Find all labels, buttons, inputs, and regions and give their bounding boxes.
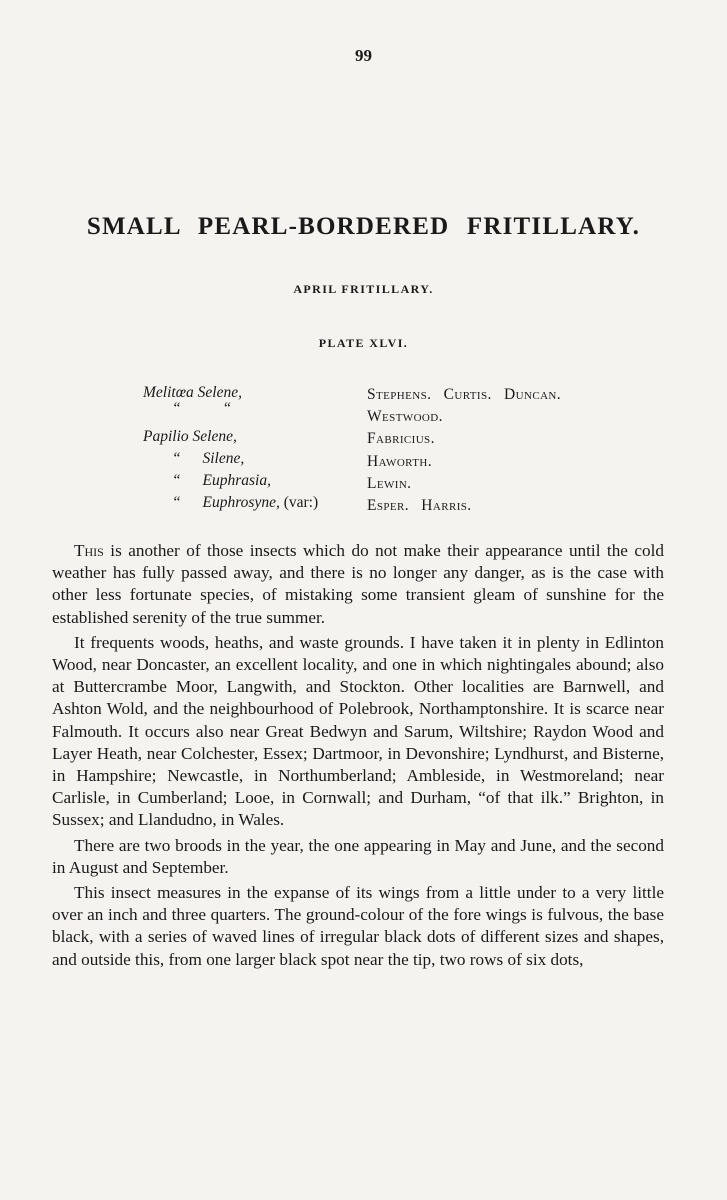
synonym-authors: Esper. Harris. [367,497,472,514]
paragraph-text: is another of those insects which do not make their appearance until the cold weather has fully passed away, and there is no longer any danger, as is the case with other less fortunate species, of mistaking some transient gleam of sunshine for the established serenity of the true summer. [52,541,664,627]
synonym-authors: Haworth. [367,453,432,470]
synonym-name: “ Euphrasia, [172,472,271,489]
synonym-authors: Westwood. [367,408,443,425]
synonym-name: Papilio Selene, [143,428,237,445]
synonym-list [0,384,727,519]
alternate-name: APRIL FRITILLARY. [293,282,434,296]
drop-lead-word: This [74,541,104,560]
synonym-name: Melitœa Selene, [143,384,242,401]
page-number: 99 [355,46,372,65]
synonym-authors: Stephens. Curtis. Duncan. [367,386,562,403]
synonym-name-text: “ Euphrosyne, [172,494,280,511]
paragraph: This insect measures in the expanse of its wings from a little under to a very little over an inch and three quarters. The ground-colour of the fore wings is fulvous, the base black, with a series of waved lines of irregular black dots of different sizes and shapes, and outside this, from one larger black spot near the tip, two rows of six dots, [52,883,664,969]
variety-marker: (var:) [283,494,319,511]
synonym-name [172,494,318,512]
paragraph [52,540,664,629]
paragraph: There are two broods in the year, the one appearing in May and June, and the second in August and September. [52,835,664,877]
paragraph: It frequents woods, heaths, and waste grounds. I have taken it in plenty in Edlinton Wood, near Doncaster, an excellent locality, and one in which nightingales abound; also at Buttercrambe Moor, Langwith, and Stockton. Other localities are Barnwell, and Ashton Wold, and the neighbourhood of Polebrook, Northamptonshire. It is scarce near Falmouth. It occurs also near Great Bedwyn and Sarum, Wiltshire; Raydon Wood and Layer Heath, near Colchester, Essex; Dartmoor, in Devonshire; Lyndhurst, and Bisterne, in Hampshire; Newcastle, in Northumberland; Ambleside, in Westmoreland; near Carlisle, in Cumberland; Looe, in Cornwall; and Durham, “of that ilk.” Brighton, in Sussex; and Llandudno, in Wales. [52,632,664,830]
synonym-name: “ “ [172,400,232,417]
page-title: SMALL PEARL-BORDERED FRITILLARY. [86,213,641,240]
synonym-name: “ Silene, [172,450,245,467]
article-body [52,540,664,974]
synonym-authors: Lewin. [367,475,412,492]
plate-reference: PLATE XLVI. [318,336,409,350]
synonym-authors: Fabricius. [367,430,435,447]
